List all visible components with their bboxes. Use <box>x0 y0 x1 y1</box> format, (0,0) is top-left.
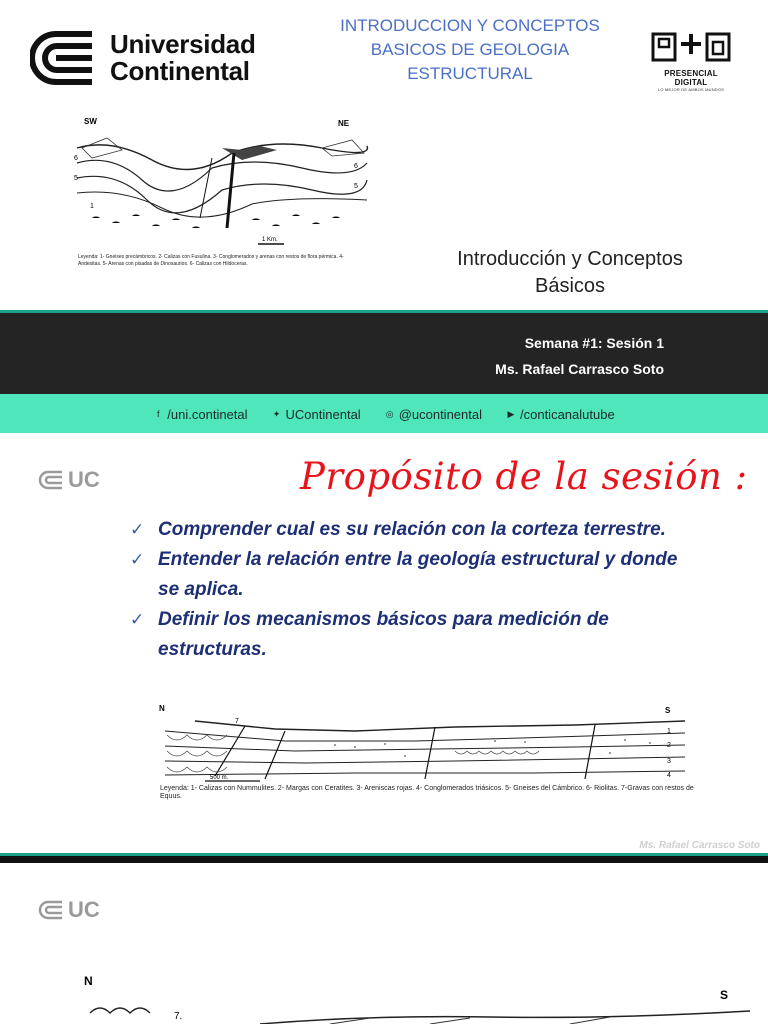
social-twitter[interactable] <box>272 407 361 422</box>
author-footer: Ms. Rafael Carrasco Soto <box>639 840 760 851</box>
uc-watermark-logo <box>38 897 100 923</box>
facebook-handle: /uni.continetal <box>167 406 248 422</box>
uc-logo-icon <box>30 30 100 86</box>
checkmark-icon: ✓ <box>130 520 145 539</box>
deck-title-line3: ESTRUCTURAL <box>407 64 533 83</box>
svg-text:7: 7 <box>235 718 239 725</box>
social-links-bar <box>0 394 768 434</box>
label-s: S <box>720 988 729 1002</box>
label-n: N <box>84 974 93 988</box>
scale-1km: 1 Km. <box>262 237 278 243</box>
uc-watermark-logo <box>38 467 100 493</box>
slide-subtitle <box>420 246 720 300</box>
session-band <box>0 310 768 394</box>
cross-section-1-legend: Leyenda: 1- Gneises precámbricos. 2- Calizas con Fusulina. 3- Conglomerados y arenas con restos de flora pérmica. 4- Andesitas. 5- Arenas con pisadas de Dinosaurios. 6- Calizas con Hildoceras. <box>78 254 344 267</box>
svg-text:5: 5 <box>74 175 78 182</box>
subtitle-line1: Introducción y Conceptos <box>457 248 683 270</box>
checkmark-icon: ✓ <box>130 610 145 629</box>
svg-text:4: 4 <box>667 772 671 779</box>
facebook-icon: f <box>157 409 160 419</box>
purpose-item <box>130 515 690 545</box>
social-youtube[interactable] <box>506 407 615 422</box>
slide-purpose <box>0 433 768 853</box>
youtube-icon: ▶ <box>507 409 515 419</box>
purpose-list <box>130 515 690 665</box>
slide-next <box>0 863 768 1024</box>
purpose-item-text: Definir los mecanismos básicos para medición de estructuras. <box>158 609 609 660</box>
uc-small-icon <box>38 470 64 490</box>
uc-small-icon <box>38 900 64 920</box>
instructor-name: Ms. Rafael Carrasco Soto <box>495 361 664 377</box>
university-name-line2: Continental <box>110 56 250 86</box>
slide-title <box>0 0 768 433</box>
scale-500m: 500 m. <box>210 775 229 781</box>
presencial-digital-logo <box>648 30 734 92</box>
instagram-handle: @ucontinental <box>398 406 482 422</box>
svg-text:5: 5 <box>354 183 358 190</box>
deck-title <box>310 14 630 86</box>
svg-text:6: 6 <box>354 163 358 170</box>
twitter-handle: UContinental <box>285 406 361 422</box>
checkmark-icon: ✓ <box>130 550 145 569</box>
subtitle-line2: Básicos <box>534 275 606 297</box>
label-ne: NE <box>338 119 350 128</box>
svg-text:2: 2 <box>667 742 671 749</box>
label-sw: SW <box>84 117 97 126</box>
universidad-continental-logo <box>30 30 256 86</box>
pd-logo-tagline: LO MEJOR DE AMBOS MUNDOS <box>657 87 725 92</box>
geologic-cross-section-2 <box>155 701 700 841</box>
svg-text:1: 1 <box>667 728 671 735</box>
purpose-item <box>130 605 690 665</box>
youtube-handle: /conticanalutube <box>520 406 615 422</box>
uc-small-text: UC <box>68 897 100 922</box>
slide-separator <box>0 853 768 863</box>
pd-logo-icon <box>651 30 731 62</box>
cross-section-2-legend: Leyenda: 1- Calizas con Nummulites. 2- Margas con Ceratites. 3- Areniscas rojas. 4- Conglomerados triásicos. 5- Gneises del Cámbrico. 6- Riolitas. 7-Gravas con restos de Equus. <box>160 785 694 800</box>
geologic-cross-section-3 <box>70 963 760 1024</box>
purpose-item <box>130 545 690 605</box>
university-name-line1: Universidad <box>110 29 256 59</box>
label-s: S <box>665 706 671 715</box>
uc-small-text: UC <box>68 467 100 492</box>
svg-text:1: 1 <box>90 203 94 210</box>
svg-text:6: 6 <box>74 155 78 162</box>
cross-section-2-drawing <box>155 701 700 785</box>
pd-logo-word: PRESENCIAL DIGITAL <box>664 69 718 87</box>
social-facebook[interactable] <box>153 407 247 422</box>
purpose-item-text: Comprender cual es su relación con la corteza terrestre. <box>158 519 666 540</box>
deck-title-line2: BASICOS DE GEOLOGIA <box>370 40 570 59</box>
social-instagram[interactable] <box>385 407 482 422</box>
purpose-title: Propósito de la sesión : <box>300 455 748 498</box>
cross-section-3-drawing <box>70 963 760 1024</box>
twitter-icon: ✦ <box>272 409 281 419</box>
svg-text:7.: 7. <box>174 1011 183 1022</box>
purpose-item-text: Entender la relación entre la geología estructural y donde se aplica. <box>158 549 678 600</box>
instagram-icon: ◎ <box>385 409 394 419</box>
deck-title-line1: INTRODUCCION Y CONCEPTOS <box>340 16 600 35</box>
geologic-cross-section-1 <box>72 108 372 288</box>
label-n: N <box>159 704 165 713</box>
svg-text:3: 3 <box>667 758 671 765</box>
cross-section-1-drawing <box>72 108 372 253</box>
session-label: Semana #1: Sesión 1 <box>524 335 664 351</box>
